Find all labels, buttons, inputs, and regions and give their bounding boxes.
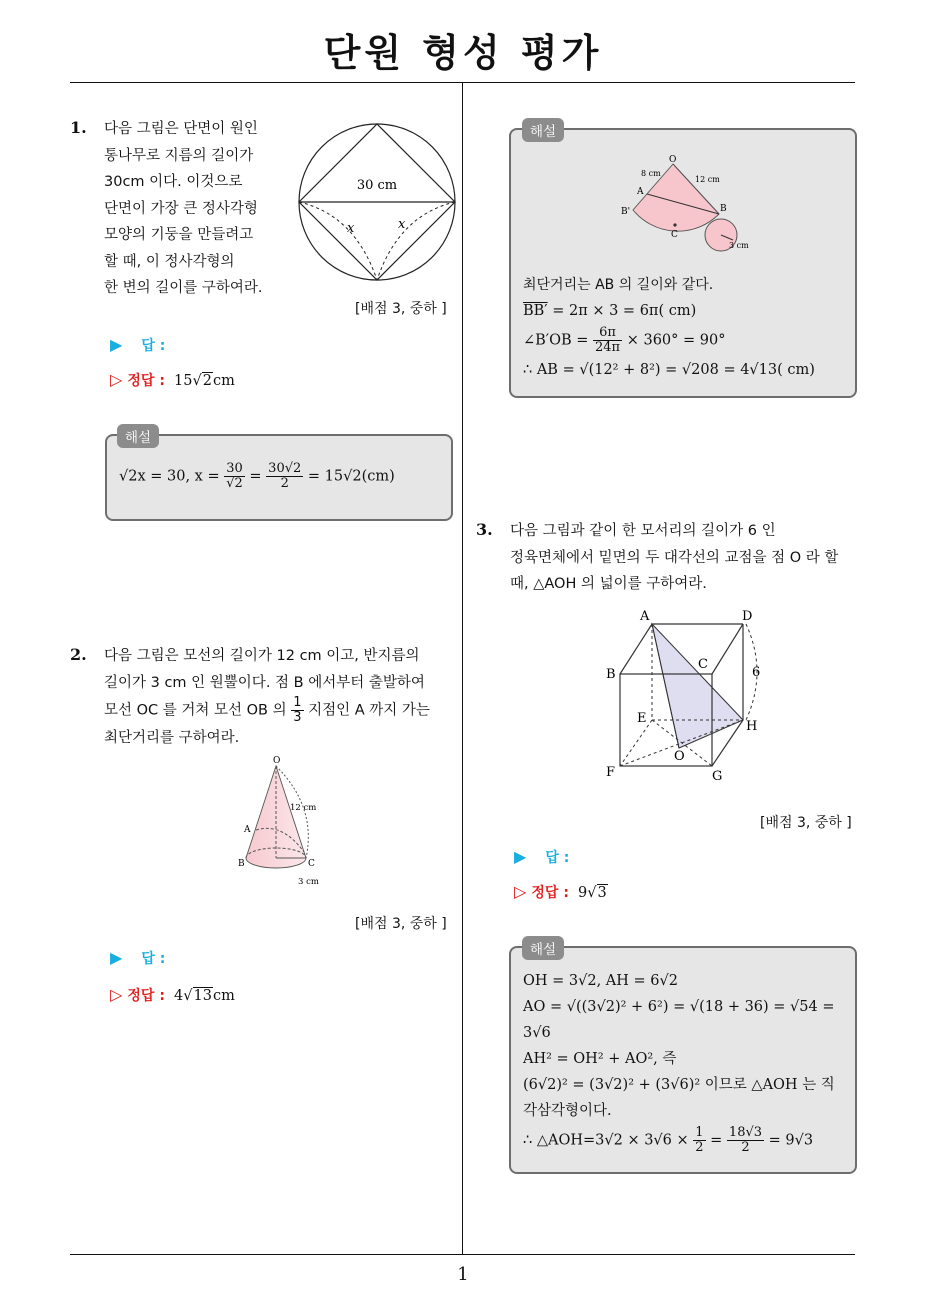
explanation-text: = 15√2(cm) <box>307 468 395 485</box>
explanation-line: ∠B′OB = <box>523 332 589 349</box>
column-divider <box>462 83 463 1255</box>
point-H: H <box>746 719 758 734</box>
numerator: 30 <box>224 462 245 477</box>
denominator: 3 <box>293 710 302 725</box>
question-2-explanation-box <box>509 128 857 398</box>
coef: 15 <box>174 373 193 389</box>
explanation-tag: 해설 <box>522 936 564 960</box>
correct-label: 정답 : <box>531 885 569 901</box>
play-icon: ▶ <box>514 847 527 866</box>
question-2-text <box>104 643 454 752</box>
question-line: 다음 그림은 모선의 길이가 12 cm 이고, 반지름의 <box>104 648 420 664</box>
unit: cm <box>212 988 235 1004</box>
fraction <box>266 462 303 491</box>
correct-value: 4√13cm <box>174 988 235 1004</box>
question-1-correct-row <box>110 370 235 390</box>
question-1-text <box>104 116 294 302</box>
fraction <box>224 462 245 491</box>
numerator: 18√3 <box>728 1125 763 1140</box>
length-label: 12 cm <box>290 803 317 813</box>
question-2-score: [배점 3, 중하 ] <box>355 916 447 932</box>
page-title: 단원 형성 평가 <box>323 31 603 75</box>
numerator: 1 <box>293 695 302 710</box>
explanation-line: 각삼각형이다. <box>523 1103 612 1119</box>
play-icon: ▶ <box>110 335 123 354</box>
question-line: 최단거리를 구하여라. <box>104 730 240 746</box>
point-O: O <box>674 749 685 764</box>
point-O: O <box>273 756 281 766</box>
point-B-prime: B' <box>621 207 631 217</box>
point-E: E <box>637 711 647 726</box>
explanation-line: 최단거리는 AB 의 길이와 같다. <box>523 277 714 293</box>
question-2-number: 2. <box>70 645 87 664</box>
explanation-line: 3√6 <box>523 1025 551 1041</box>
denominator: 2 <box>695 1140 704 1155</box>
denominator: 2 <box>280 476 289 491</box>
explanation-line: OH = 3√2, AH = 6√2 <box>523 973 678 989</box>
question-line: 지점인 A 까지 가는 <box>308 702 430 719</box>
point-C: C <box>698 657 708 672</box>
question-line: 정육면체에서 밑면의 두 대각선의 교점을 점 O 라 할 <box>510 549 839 566</box>
point-A: A <box>244 825 251 835</box>
diameter-label: 30 cm <box>356 178 398 193</box>
unit: cm <box>212 373 235 389</box>
question-line: 길이가 3 cm 인 원뿔이다. 점 B 에서부터 출발하여 <box>104 674 425 691</box>
triangle-right-icon: ▷ <box>514 882 527 901</box>
point-D: D <box>742 609 753 624</box>
page-number: 1 <box>457 1264 469 1285</box>
triangle-right-icon: ▷ <box>110 370 123 389</box>
question-2-answer-row[interactable] <box>110 948 165 968</box>
point-G: G <box>712 769 723 784</box>
fraction <box>593 326 622 355</box>
point-A: A <box>637 187 644 197</box>
question-line: 한 변의 길이를 구하여라. <box>104 280 263 296</box>
coef: 4 <box>174 988 184 1004</box>
question-1-number: 1. <box>70 118 87 137</box>
point-F: F <box>606 765 616 780</box>
triangle-right-icon: ▷ <box>110 985 123 1004</box>
question-line: 다음 그림은 단면이 원인 <box>104 121 258 137</box>
correct-label: 정답 : <box>127 373 165 389</box>
point-C: C <box>308 859 315 869</box>
length-label-12: 12 cm <box>695 175 720 184</box>
numerator: 30√2 <box>268 461 302 476</box>
explanation-line: AO = √((3√2)² + 6²) = √(18 + 36) = √54 = <box>523 999 835 1015</box>
question-1-explanation-box <box>105 434 453 521</box>
cone-net-figure <box>611 152 771 252</box>
question-3-correct-row <box>514 882 608 902</box>
question-3-explanation-box <box>509 946 857 1174</box>
explanation-line: ∴ AB = √(12² + 8²) = √208 = 4√13( cm) <box>523 362 815 378</box>
explanation-line: = 9√3 <box>768 1132 814 1149</box>
question-3-text <box>510 518 860 598</box>
explanation-tag: 해설 <box>117 424 159 448</box>
point-A: A <box>640 609 650 624</box>
radius-label: 3 cm <box>298 877 319 887</box>
denominator: √2 <box>226 476 243 491</box>
question-line: 할 때, 이 정사각형의 <box>104 253 235 270</box>
denominator: 24π <box>595 340 621 355</box>
correct-value: 15√2cm <box>174 373 235 389</box>
answer-label: 답 : <box>141 951 166 967</box>
question-2-correct-row <box>110 985 235 1005</box>
explanation-line: = 2π × 3 = 6π( cm) <box>552 303 697 319</box>
point-B: B <box>238 859 245 869</box>
play-icon: ▶ <box>110 948 123 967</box>
question-line: 모양의 기둥을 만들려고 <box>104 227 254 243</box>
radicand: 2 <box>202 373 212 389</box>
radius-label: 3 cm <box>729 241 749 250</box>
correct-label: 정답 : <box>127 988 165 1004</box>
explanation-line: AH² = OH² + AO², 즉 <box>523 1051 677 1067</box>
denominator: 2 <box>741 1140 750 1155</box>
point-B: B <box>606 667 616 682</box>
numerator: 6π <box>593 326 622 341</box>
question-line: 때, △AOH 의 넓이를 구하여라. <box>510 576 707 592</box>
question-line: 모선 OC 를 거쳐 모선 OB 의 <box>104 702 287 719</box>
arc-label: BB′ <box>523 303 548 319</box>
circle-square-figure <box>295 120 460 285</box>
radicand: 13 <box>193 988 212 1004</box>
answer-label: 답 : <box>545 850 570 866</box>
equals: = <box>710 1132 723 1149</box>
question-1-answer-row[interactable] <box>110 335 165 355</box>
edge-label: 6 <box>752 665 761 680</box>
answer-label: 답 : <box>141 338 166 354</box>
side-label-right: x <box>398 217 406 232</box>
question-3-number: 3. <box>476 520 493 539</box>
question-1-score: [배점 3, 중하 ] <box>355 301 447 317</box>
question-line: 통나무로 지름의 길이가 <box>104 147 254 164</box>
question-line: 30cm 이다. 이것으로 <box>104 174 243 190</box>
fraction <box>291 696 303 725</box>
question-line: 다음 그림과 같이 한 모서리의 길이가 6 인 <box>510 523 776 539</box>
radicand: 3 <box>597 885 607 901</box>
length-label-8: 8 cm <box>641 169 661 178</box>
side-label-left: x <box>347 221 355 236</box>
equals: = <box>249 468 262 485</box>
fraction <box>727 1126 764 1155</box>
explanation-line: × 360° = 90° <box>626 332 726 349</box>
fraction <box>693 1126 705 1155</box>
point-C: C <box>671 230 678 240</box>
question-line: 단면이 가장 큰 정사각형 <box>104 200 258 217</box>
footer-rule <box>70 1254 855 1255</box>
coef: 9 <box>578 885 588 901</box>
explanation-text: √2x = 30, x = <box>119 468 220 485</box>
explanation-tag: 해설 <box>522 118 564 142</box>
explanation-line: (6√2)² = (3√2)² + (3√6)² 이므로 △AOH 는 직 <box>523 1077 835 1093</box>
point-B: B <box>720 204 727 214</box>
explanation-line: ∴ △AOH=3√2 × 3√6 × <box>523 1132 689 1149</box>
question-3-score: [배점 3, 중하 ] <box>760 815 852 831</box>
cube-figure <box>600 604 775 784</box>
point-O: O <box>669 155 677 165</box>
cone-figure <box>232 752 327 890</box>
correct-value: 9√3 <box>578 885 607 901</box>
question-3-answer-row[interactable] <box>514 847 569 867</box>
numerator: 1 <box>695 1125 704 1140</box>
